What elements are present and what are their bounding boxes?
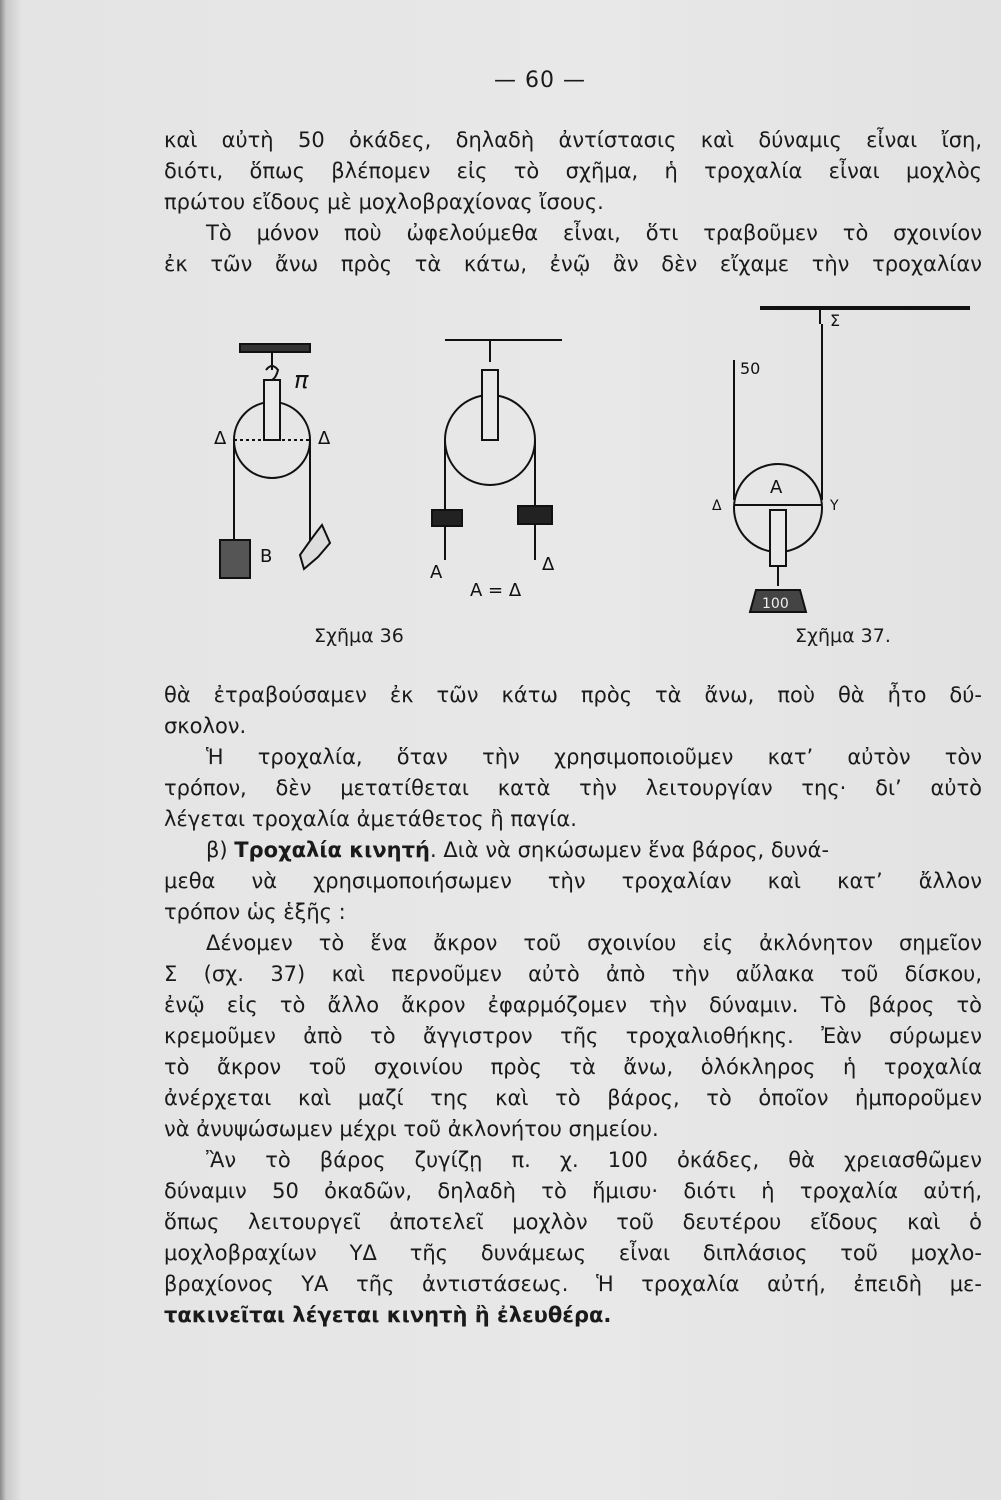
text-line: τακινεῖται λέγεται κινητὴ ἢ ἐλευθέρα. [164,1303,612,1327]
text-line: βραχίονος ΥΑ τῆς ἀντιστάσεως. Ἡ τροχαλία αὐτή, ἐπειδὴ με- [164,1272,982,1296]
fig36-label-left: Δ [214,428,227,449]
pulley-illustrations [200,300,980,620]
fig37-label-50: 50 [740,359,761,378]
text-line: Δένομεν τὸ ἕνα ἄκρον τοῦ σχοινίου εἰς ἀκλόνητον σημεῖον [206,931,982,955]
fig37-label-D: Δ [712,498,722,514]
figure36-left-pulley [220,344,330,578]
text-line: δύναμιν 50 ὀκαδῶν, δηλαδὴ τὸ ἥμισυ· διότι ἡ τροχαλία αὐτή, [164,1179,982,1203]
section-label: β) [206,838,228,862]
text-line: τρόπον ὡς ἑξῆς : [164,900,346,924]
paragraph-bottom [164,680,982,1331]
text-line: Ἡ τροχαλία, ὅταν τὴν χρησιμοποιοῦμεν κατ’ αὐτὸν τὸν [206,745,982,769]
text-line: κρεμοῦμεν ἀπὸ τὸ ἄγγιστρον τῆς τροχαλιοθήκης. Ἐὰν σύρωμεν [164,1024,982,1048]
text-line: μεθα νὰ χρησιμοποιήσωμεν τὴν τροχαλίαν καὶ κατ’ ἄλλον [164,869,982,893]
text-line: ἀνέρχεται καὶ μαζί της καὶ τὸ βάρος, τὸ ὁποῖον ἠμποροῦμεν [164,1086,982,1110]
fig36-label-equation: Α = Δ [470,580,522,601]
fig37-label-Y: Υ [830,498,839,514]
figure36-caption: Σχῆμα 36 [314,625,404,647]
fig36-label-D: Δ [542,554,555,575]
fig36-label-A: Α [430,562,443,583]
figures [200,300,980,660]
fig37-label-A: Α [770,477,783,498]
text-line: τὸ ἄκρον τοῦ σχοινίου πρὸς τὰ ἄνω, ὁλόκληρος ἡ τροχαλία [164,1055,982,1079]
text-line: νὰ ἀνυψώσωμεν μέχρι τοῦ ἀκλονήτου σημείου. [164,1117,659,1141]
text-line: διότι, ὅπως βλέπομεν εἰς τὸ σχῆμα, ἡ τροχαλία εἶναι μοχλὸς [164,159,982,183]
section-title: Τροχαλία κινητή [234,838,430,862]
text-line: λέγεται τροχαλία ἀμετάθετος ἢ παγία. [164,807,577,831]
page-number: — 60 — [494,68,586,93]
figure37-caption: Σχῆμα 37. [795,625,891,647]
fig37-label-sigma: Σ [830,311,841,330]
text-line: τρόπον, δὲν μετατίθεται κατὰ τὴν λειτουργίαν της· δι’ αὐτὸ [164,776,982,800]
section-rest: . Διὰ νὰ σηκώσωμεν ἕνα βάρος, δυνά- [429,838,830,862]
text-line: καὶ αὐτὴ 50 ὀκάδες, δηλαδὴ ἀντίστασις καὶ δύναμις εἶναι ἴση, [164,128,982,152]
text-line: θὰ ἐτραβούσαμεν ἐκ τῶν κάτω πρὸς τὰ ἄνω, ποὺ θὰ ἦτο δύ- [164,683,982,707]
fig37-label-weight: 100 [762,596,789,612]
text-line: σκολον. [164,714,247,738]
fig36-label-right: Δ [318,428,331,449]
fig36-label-weight: Β [260,546,273,567]
paragraph-top [164,125,982,280]
text-line: Τὸ μόνον ποὺ ὠφελούμεθα εἶναι, ὅτι τραβοῦμεν τὸ σχοινίον [206,221,982,245]
text-line: Ἂν τὸ βάρος ζυγίζῃ π. χ. 100 ὀκάδες, θὰ χρειασθῶμεν [206,1148,982,1172]
text-line: μοχλοβραχίων ΥΔ τῆς δυνάμεως εἶναι διπλάσιος τοῦ μοχλο- [164,1241,982,1265]
fig36-label-pi: π [294,366,309,394]
text-line: Σ (σχ. 37) καὶ περνοῦμεν αὐτὸ ἀπὸ τὴν αὔλακα τοῦ δίσκου, [164,962,982,986]
figure37-movable-pulley [734,308,970,612]
text-line: ἐκ τῶν ἄνω πρὸς τὰ κάτω, ἐνῷ ἂν δὲν εἴχαμε τὴν τροχαλίαν [164,252,982,276]
text-line: πρώτου εἴδους μὲ μοχλοβραχίονας ἴσους. [164,190,604,214]
figure36-right-pulley [432,340,562,560]
text-line: ὅπως λειτουργεῖ ἀποτελεῖ μοχλὸν τοῦ δευτέρου εἴδους καὶ ὁ [164,1210,982,1234]
text-line: ἐνῷ εἰς τὸ ἄλλο ἄκρον ἐφαρμόζομεν τὴν δύναμιν. Τὸ βάρος τὸ [164,993,982,1017]
text-line-heading [164,835,982,866]
